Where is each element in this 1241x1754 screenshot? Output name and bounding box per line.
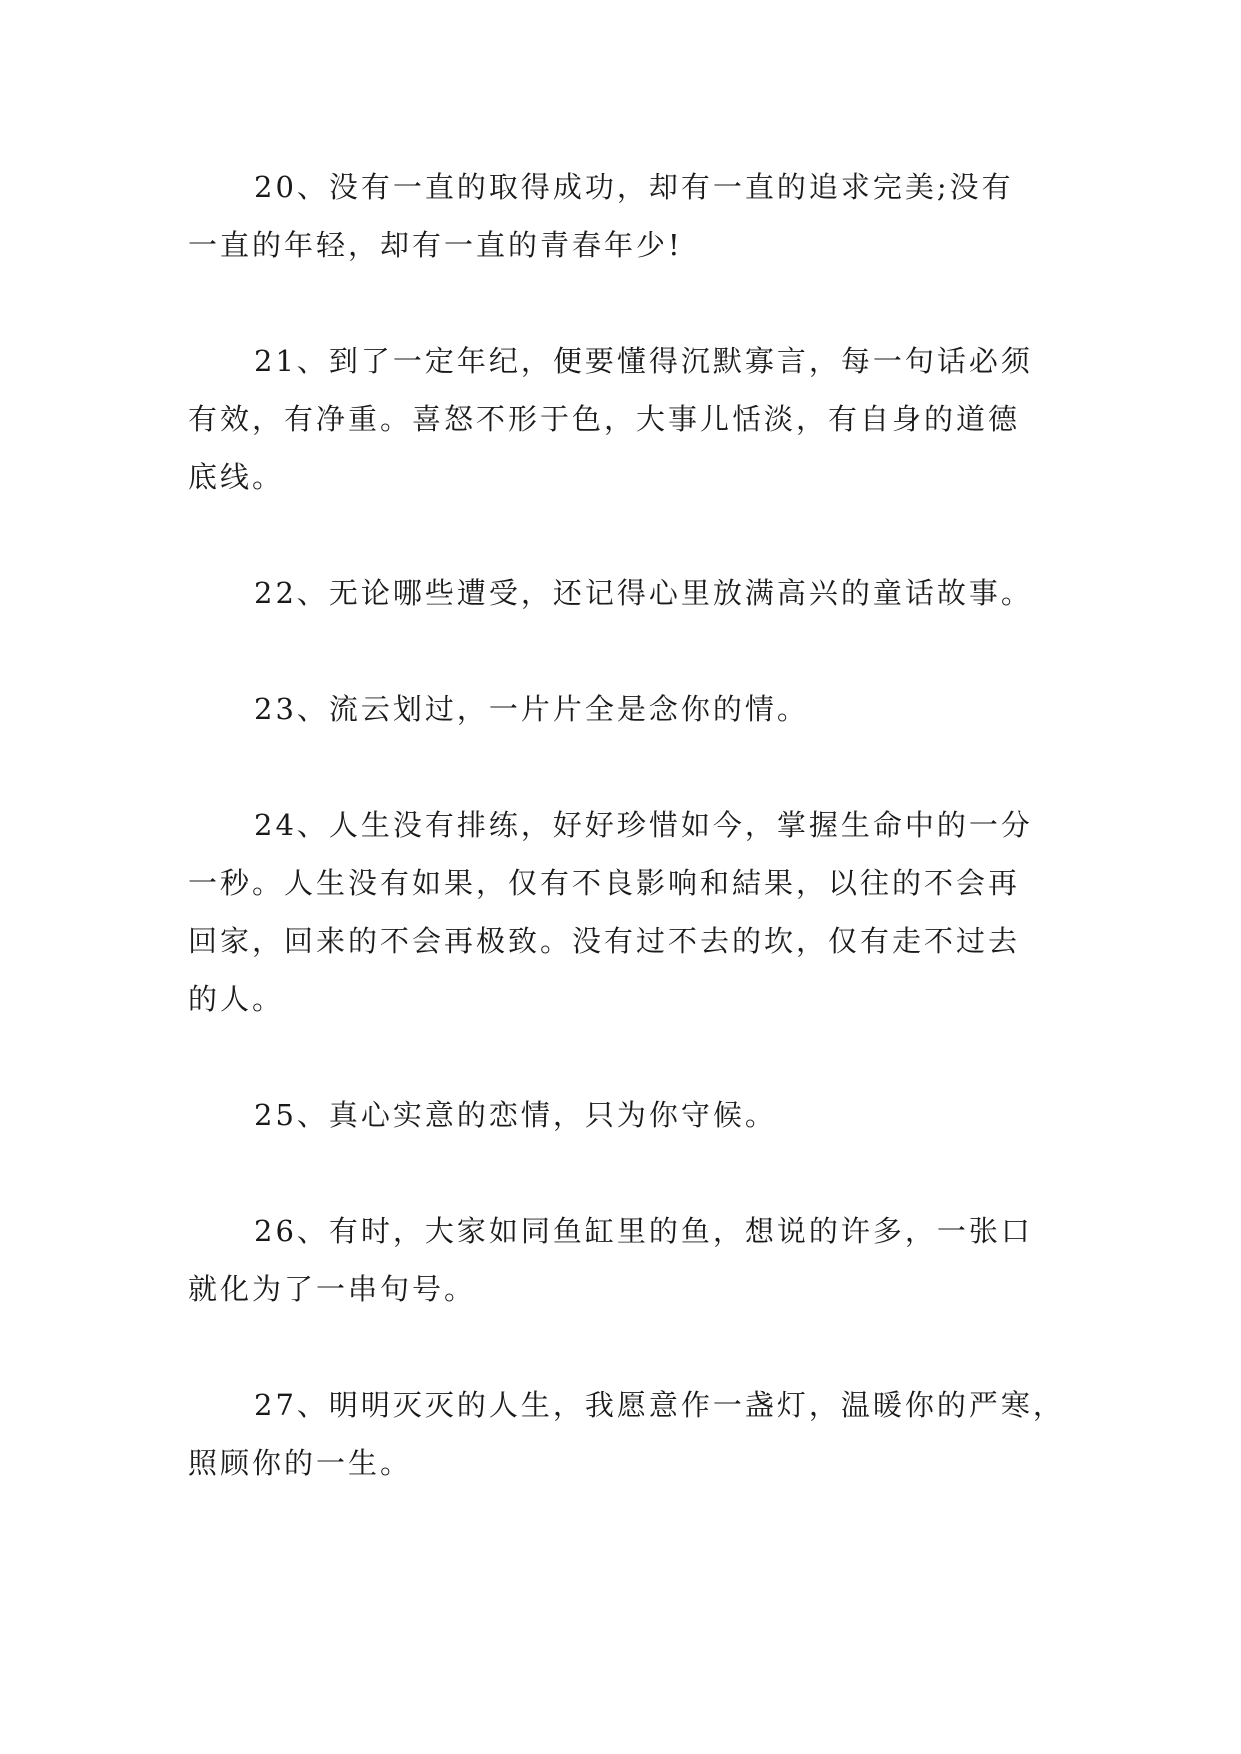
paragraph-25	[188, 1086, 1068, 1144]
paragraph-line: 26、有时，大家如同鱼缸里的鱼，想说的许多，一张口	[254, 1214, 1033, 1248]
paragraph-line: 24、人生没有排练，好好珍惜如今，掌握生命中的一分	[254, 808, 1033, 842]
paragraph-line: 一秒。人生没有如果，仅有不良影响和結果，以往的不会再	[188, 866, 1021, 900]
paragraph-line: 的人。	[188, 982, 285, 1016]
paragraph-line: 27、明明灭灭的人生，我愿意作一盏灯，温暖你的严寒，	[254, 1388, 1065, 1422]
paragraph-23	[188, 680, 1068, 738]
paragraph-line: 就化为了一串句号。	[188, 1272, 477, 1306]
paragraph-26	[188, 1202, 1068, 1318]
paragraph-21	[188, 332, 1068, 506]
paragraph-20	[188, 158, 1068, 274]
paragraph-line: 回家，回来的不会再极致。没有过不去的坎，仅有走不过去	[188, 924, 1021, 958]
paragraph-line: 有效，有净重。喜怒不形于色，大事儿恬淡，有自身的道德	[188, 402, 1021, 436]
paragraph-line: 21、到了一定年纪，便要懂得沉默寡言，每一句话必须	[254, 344, 1033, 378]
paragraph-24	[188, 796, 1068, 1028]
paragraph-line: 底线。	[188, 460, 285, 494]
paragraph-line: 一直的年轻，却有一直的青春年少!	[188, 228, 683, 262]
paragraph-line: 25、真心实意的恋情，只为你守候。	[254, 1098, 777, 1132]
paragraph-line: 20、没有一直的取得成功，却有一直的追求完美;没有	[254, 170, 1014, 204]
paragraph-line: 22、无论哪些遭受，还记得心里放满高兴的童话故事。	[254, 576, 1033, 610]
paragraph-line: 23、流云划过，一片片全是念你的情。	[254, 692, 809, 726]
paragraph-22	[188, 564, 1068, 622]
paragraph-27	[188, 1376, 1068, 1492]
paragraph-line: 照顾你的一生。	[188, 1446, 413, 1480]
